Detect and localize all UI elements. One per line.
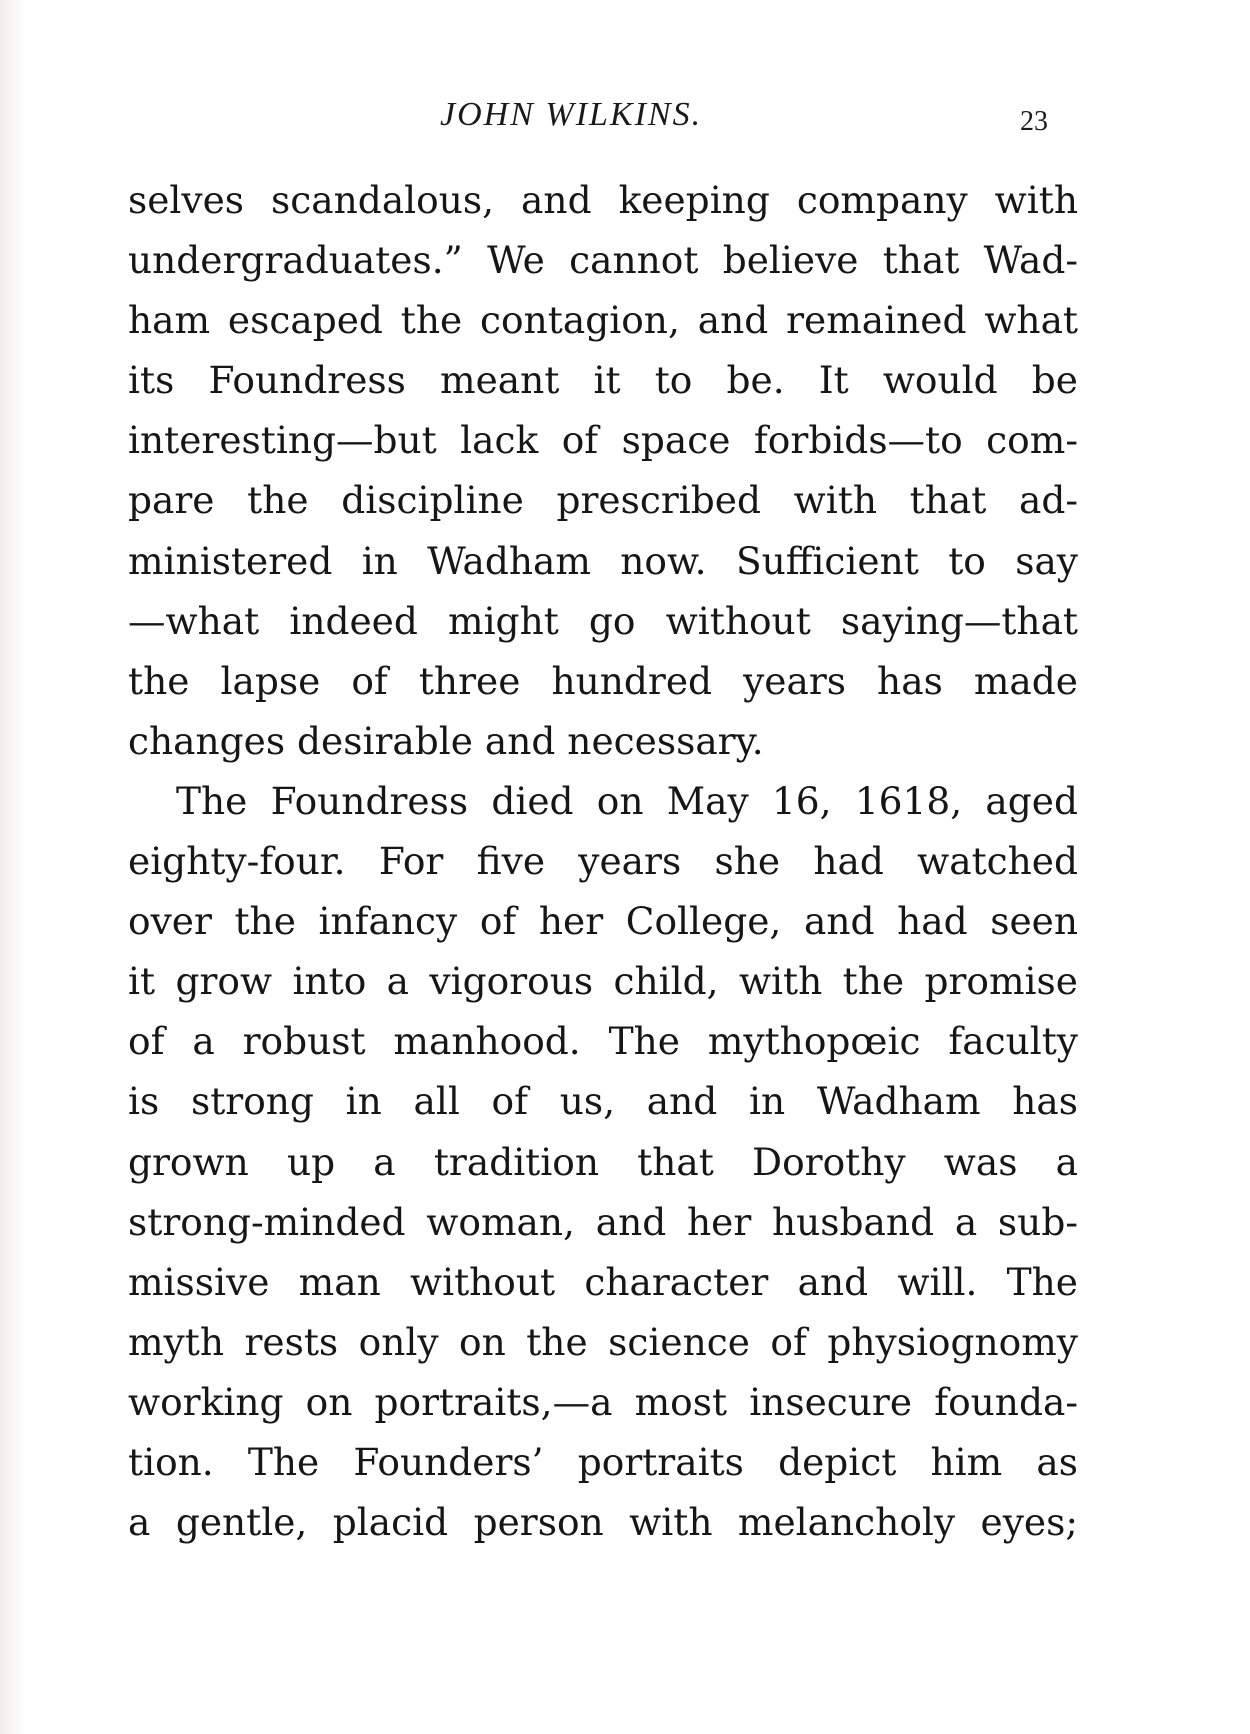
page-number: 23 xyxy=(1020,106,1048,137)
text-line: missive man without character and will. The xyxy=(128,1259,1078,1304)
text-line: ministered in Wadham now. Sufficient to say xyxy=(128,538,1078,583)
text-line: eighty-four. For five years she had watched xyxy=(128,839,1078,884)
running-head-title: JOHN WILKINS. xyxy=(440,96,703,133)
text-line: tion. The Founders’ portraits depict him as xyxy=(128,1439,1078,1484)
text-line: is strong in all of us, and in Wadham has xyxy=(128,1079,1078,1124)
paragraph-1 xyxy=(128,170,1078,771)
text-line: of a robust manhood. The mythopœic faculty xyxy=(128,1019,1078,1064)
text-line: a gentle, placid person with melancholy eyes; xyxy=(128,1500,1078,1545)
text-line: over the infancy of her College, and had seen xyxy=(128,899,1078,944)
text-line: changes desirable and necessary. xyxy=(128,718,764,763)
text-line: strong-minded woman, and her husband a sub- xyxy=(128,1199,1078,1244)
text-line: pare the discipline prescribed with that ad- xyxy=(128,478,1078,523)
text-line: it grow into a vigorous child, with the promise xyxy=(128,959,1078,1004)
body-text xyxy=(128,170,1078,1552)
text-line: undergraduates.” We cannot believe that Wad- xyxy=(128,238,1078,283)
running-head xyxy=(0,96,1250,136)
text-line: selves scandalous, and keeping company with xyxy=(128,178,1078,222)
text-line: ham escaped the contagion, and remained what xyxy=(128,298,1078,343)
text-line: interesting—but lack of space forbids—to com- xyxy=(128,418,1078,463)
text-line: myth rests only on the science of physiognomy xyxy=(128,1319,1078,1364)
text-line: —what indeed might go without saying—that xyxy=(128,598,1078,643)
text-line: working on portraits,—a most insecure founda- xyxy=(128,1379,1078,1424)
text-line: grown up a tradition that Dorothy was a xyxy=(128,1139,1078,1184)
page-edge-shadow xyxy=(0,0,26,1734)
text-line: The Foundress died on May 16, 1618, aged xyxy=(176,778,1078,823)
text-line: its Foundress meant it to be. It would be xyxy=(128,358,1078,403)
text-line: the lapse of three hundred years has made xyxy=(128,658,1078,703)
paragraph-2 xyxy=(128,771,1078,1552)
